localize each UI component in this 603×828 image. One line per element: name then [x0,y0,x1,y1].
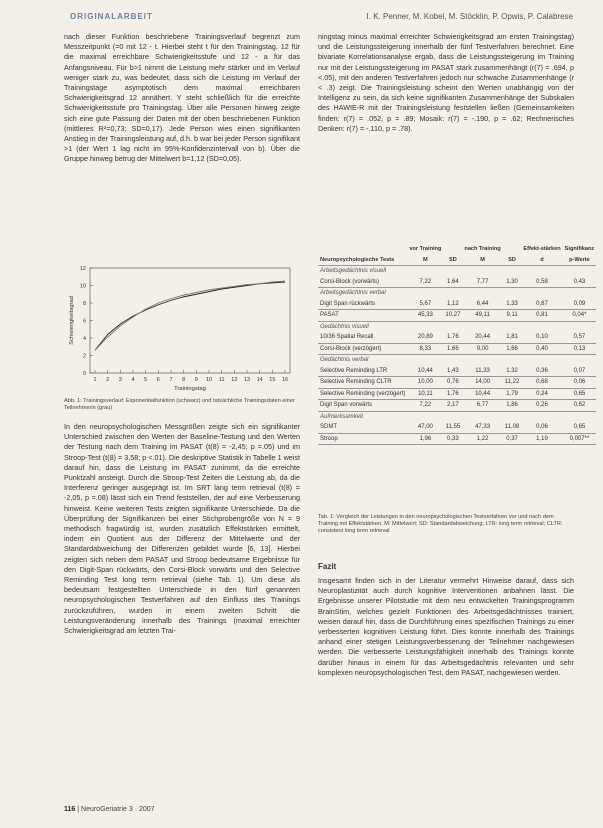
x-tick-label: 11 [218,377,225,383]
y-tick-label: 4 [82,336,86,342]
table-cell: 1,81 [503,332,522,343]
x-tick-label: 16 [281,377,289,383]
table-cell: 1,66 [443,343,462,355]
table-cell: p-Werte [563,255,597,266]
section-label: ORIGINALARBEIT [70,12,153,21]
right-column-top [318,32,574,134]
table-cell: 10,44 [462,388,502,400]
table-cell: 7,77 [462,277,502,288]
table-cell: 0,65 [563,422,597,433]
table-cell: 2,17 [443,400,462,412]
table-cell: 20,89 [407,332,443,343]
table-cell: Neuropsychologische Tests [318,255,407,266]
y-tick-label: 0 [82,371,86,377]
table-cell: 0,09 [563,299,597,310]
table-row [318,433,596,445]
table-cell: 11,55 [443,422,462,433]
table-cell: 7,22 [407,400,443,412]
table-row [318,310,596,322]
journal-name: | NeuroGeriatrie 3 · 2007 [77,806,155,813]
x-tick-label: 9 [194,377,198,383]
table-cell: Corsi-Block (verzögert) [318,343,407,355]
y-tick-label: 2 [82,353,86,360]
table-cell: PASAT [318,310,407,322]
table-cell: 1,86 [503,400,522,412]
x-tick-label: 14 [256,377,263,383]
table-caption: Tab. 1: Vergleich der Leistungen in den neuropsychologischen Testverfahren vor und nach dem Training mit Effektstärken. M: Mittelwert; SD: Standardabweichung; LTR: long term retrieval; CLTR: consistent long term retrieval [318,514,563,534]
table-cell: M [407,255,443,266]
x-tick-label: 5 [144,377,148,383]
left-column-bottom [64,422,300,636]
table-cell: 5,67 [407,299,443,310]
table-group-label: Aufmerksamkeit [320,413,364,420]
table-cell: 1,30 [503,277,522,288]
table-cell: 20,44 [462,332,502,343]
running-header [70,12,573,26]
table-cell: SD [503,255,522,266]
table-cell: 0,65 [563,388,597,400]
x-tick-label: 4 [131,377,135,383]
table-row [318,332,596,343]
left-column-top [64,32,300,165]
table-cell: 0,57 [563,332,597,343]
table-cell: 14,00 [462,377,502,389]
table-cell: 0,36 [521,366,562,377]
table-group-row [318,266,596,277]
y-tick-label: 6 [82,318,86,325]
table-cell: 0,007** [563,433,597,445]
table-cell: Selective Reminding LTR [318,366,407,377]
author-line: I. K. Penner, M. Kobel, M. Stöcklin, P. Opwis, P. Calabrese [366,12,573,21]
table-group-label: Gedächtnis visuell [320,323,369,330]
table-cell: 10,44 [407,366,443,377]
table-cell: M [462,255,502,266]
table-cell: 6,44 [462,299,502,310]
table-cell [318,244,407,255]
table-cell: 47,00 [407,422,443,433]
table-cell: 1,22 [462,433,502,445]
table-cell: 7,22 [407,277,443,288]
table-header-row [318,244,596,255]
table-cell: 11,33 [462,366,502,377]
table-cell: 0,87 [521,299,562,310]
x-tick-label: 13 [243,377,251,383]
x-tick-label: 6 [156,377,160,383]
table-cell: 1,19 [521,433,562,445]
table-cell: 49,11 [462,310,502,322]
table-row [318,377,596,389]
table-cell: 6,77 [462,400,502,412]
section-heading: Fazit [318,562,337,571]
x-tick-label: 10 [205,377,213,383]
x-axis-label: Trainingstag [174,386,206,392]
table-cell [443,244,462,255]
table-cell: d [521,255,562,266]
table-cell: Selective Reminding CLTR [318,377,407,389]
table-row [318,388,596,400]
figure-caption: Abb. 1: Trainingsverlauf: Exponentialfunktion (schwarz) und tatsächliche Trainingsdaten einer Teilnehmerin (grau) [64,398,295,411]
x-tick-label: 3 [118,377,122,383]
table-cell: 10,11 [407,388,443,400]
table-cell: 0,10 [521,332,562,343]
table-cell: 0,43 [563,277,597,288]
y-axis-label: Schwierigkeitsgrad [69,296,75,345]
table-cell: 1,43 [443,366,462,377]
chart-svg [64,258,300,398]
table-cell: 1,32 [503,366,522,377]
table-cell: 0,13 [563,343,597,355]
table-group-label: Arbeitsgedächtnis visuell [320,268,387,275]
series-line-2 [95,281,285,350]
table-cell: Effekt-stärken [523,246,561,253]
x-tick-label: 7 [169,377,173,383]
y-tick-label: 8 [82,301,86,307]
table-cell: 10,00 [407,377,443,389]
table-group-row [318,288,596,299]
table-cell: 0,76 [443,377,462,389]
x-tick-label: 8 [182,377,186,383]
table-cell: 0,62 [563,400,597,412]
table-cell: 1,96 [407,433,443,445]
table-row [318,299,596,310]
table-cell: 47,33 [462,422,502,433]
table-cell: 1,76 [443,388,462,400]
table-header-row [318,255,596,266]
table-cell: SD [443,255,462,266]
table-cell: 0,81 [521,310,562,322]
table-cell: Digit Span rückwärts [318,299,407,310]
x-tick-label: 2 [106,377,110,383]
paragraph: Insgesamt finden sich in der Literatur vermehrt Hinweise darauf, dass sich Neuroplastizität auch durch kognitive Interventionen anbahnen lässt. Die Ergebnisse unserer Pilotstudie mit dem neu entwickelten Trainingsprogramm BrainStim, welches gezielt Funktionen des Arbeitsgedächtnisses trainiert, weisen darauf hin, dass die Durchführung eines spezifischen Trainings zu einer verbesserten kognitiven Leistung führt. Dies konnte innerhalb des Trainings anhand einer stetigen Leistungsverbesserung der Teilnehmer nachgewiesen werden. Die verbesserte Leistungsfähigkeit innerhalb des Trainings konnte darüber hinaus in einem für das Arbeitsgedächtnis relevanten und sehr komplexen neuropsychologischen Test, dem PASAT, nachgewiesen werden. [318,576,574,677]
page-number: 116 [64,806,76,813]
table-cell: 0,33 [443,433,462,445]
table-cell: 1,33 [503,299,522,310]
series-line-1 [95,282,285,350]
table-cell: 1,66 [503,343,522,355]
table-cell: 0,07 [563,366,597,377]
table-cell: Stroop [318,433,407,445]
table-cell: 0,24 [521,388,562,400]
table-cell: 0,06 [521,422,562,433]
training-chart [64,258,300,398]
table-cell: SDMT [318,422,407,433]
table-cell: 11,22 [503,377,522,389]
table-cell: Signifikanz [564,246,595,253]
table-row [318,366,596,377]
y-tick-label: 12 [79,266,86,272]
table-cell: 8,33 [407,343,443,355]
table-cell: 1,79 [503,388,522,400]
table-row [318,277,596,288]
results-table-grid [318,244,596,445]
table-row [318,400,596,412]
right-column-bottom [318,576,574,678]
table-cell [503,244,522,255]
table-group-row [318,411,596,422]
table-cell: 11,08 [503,422,522,433]
results-table [318,244,595,445]
paragraph: nach dieser Funktion beschriebene Trainingsverlauf begrenzt zum Messzeitpunkt (=0 mit 12 - t. Hierbei steht t für den Trainingstag. 12 für die maximal erreichbare Schwierigkeitsstufe und 12 - a für das Anfangsniveau. Für b>1 nimmt die Leistung mehr stärker und im Verlauf weniger stark zu, was bedeutet, dass sich die Leistung im Verlauf der Trainingstage asymptotisch dem maximal erreichbaren Schwierigkeitsgrad 12 annähert. Y steht schließlich für die erreichte Schwierigkeitsstufe pro Trainingstag. Über alle Personen hinweg zeigte sich eine gute Passung der Daten mit der oben beschriebenen Funktion (mittleres R²=0,73; SD=0,17). Jede Person wies einen signifikanten Anstieg in der Trainingsleistung auf, d.h. b war bei jeder Person signifikant >1 (der Wert 1 lag nicht im 95%-Konfidenzintervall von b). Über die Gruppe hinweg betrug der Mittelwert b=1,12 (SD=0,05). [64,32,300,164]
table-group-row [318,321,596,332]
table-cell: 0,40 [521,343,562,355]
table-cell: 9,00 [462,343,502,355]
y-tick-label: 10 [79,283,86,290]
table-cell: nach Training [464,246,501,253]
table-row [318,343,596,355]
table-cell: 0,06 [563,377,597,389]
paragraph: In den neuropsychologischen Messgrößen zeigte sich ein signifikanter Unterschied zwischen den Werten der Baseline-Testung und den Werten der Testung nach dem Training im PASAT (t(8) = -2,45; p =.05) und im Stroop-Test (t(8) = 3,58; p <.01). Die deskriptive Statistik in Tabelle 1 weist darauf hin, dass die Leistung im PASAT zunimmt, da die erreichte Punktzahl ansteigt. Durch die Stroop-Test Zeiten die Leistung ab, da die Interferenz geringer ausgeprägt ist. Im SRT lang term retrieval (t(8) = -2,05, p =.08) lässt sich ein Trend feststellen, der auf eine Verbesserung hinweist. Keine weiteren Tests zeigten signifikante Unterschiede. Da die Überprüfung der Signifikanzen bei einer Stichprobengröße von N = 9 methodisch fragwürdig ist, wurden zusätzlich Effektstärken ermittelt, indem ein Quotient aus der Differenz der Mittelwerte und der Standardabweichung der Differenzen gebildet wurde [6, 13]. Hierbei zeigten sich neben dem PASAT und Stroop bedeutsame Ergebnisse für den Digit-Span rückwärts, den Corsi-Block vorwärts und den Selective Reminding Test long term retrieval (siehe Tab. 1). Um diese als bedeutsam festgestellten Unterschiede in den fünf genannten neuropsychologischen Testverfahren auf den Einfluss des Trainings zurückzuführen, wurden in einem zweiten Schritt die Leistungsveränderung innerhalb des Trainings (maximal erreichter Schwierigkeitsgrad am letzten Trai- [64,422,300,636]
table-cell: 0,68 [521,377,562,389]
table-group-label: Arbeitsgedächtnis verbal [320,290,386,297]
table-cell: 0,58 [521,277,562,288]
table-group-label: Gedächtnis verbal [320,357,369,364]
table-cell: 0,04* [563,310,597,322]
table-cell: 45,33 [407,310,443,322]
table-cell: 1,64 [443,277,462,288]
table-cell: Corsi-Block (vorwärts) [318,277,407,288]
table-cell: 1,76 [443,332,462,343]
table-cell: 0,26 [521,400,562,412]
table-cell: vor Training [409,246,442,253]
table-cell: 10/36 Spatial Recall [318,332,407,343]
table-cell: 9,11 [503,310,522,322]
table-cell: Digit Span vorwärts [318,400,407,412]
table-group-row [318,355,596,366]
table-row [318,422,596,433]
table-cell: 10,27 [443,310,462,322]
x-tick-label: 1 [93,377,97,383]
table-cell: 1,12 [443,299,462,310]
x-tick-label: 12 [231,377,238,383]
x-tick-label: 15 [269,377,276,383]
table-cell: Selective Reminding (verzögert) [318,388,407,400]
page-footer [64,806,155,813]
paragraph: ningstag minus maximal erreichter Schwierigkeitsgrad am ersten Trainingstag) und die Leistungssteigerung innerhalb der fünf Testverfahren berechnet. Eine bivariate Korrelationsanalyse ergab, dass die Leistungssteigerung im Training nur mit der Leistungssteigerung im PASAT stark zusammenhängt (r(7) = .694, p <.05), mit den anderen Testverfahren jedoch nur schwache Zusammenhänge (r < .3) zeigt. Die Trainingsleistung scheint den Werten unabhängig von der Intelligenz zu sein, da sich keine signifikanten Zusammenhänge der Subskalen des HAWIE-R mit der Trainingsleistung feststellen ließen (Gemeinsamkeiten finden: r(7) = .052, p = .89; Mosaik: r(7) = -.190, p = .62; Rechnerisches Denken: r(7) = -.110, p = .78). [318,32,574,133]
table-cell: 0,37 [503,433,522,445]
